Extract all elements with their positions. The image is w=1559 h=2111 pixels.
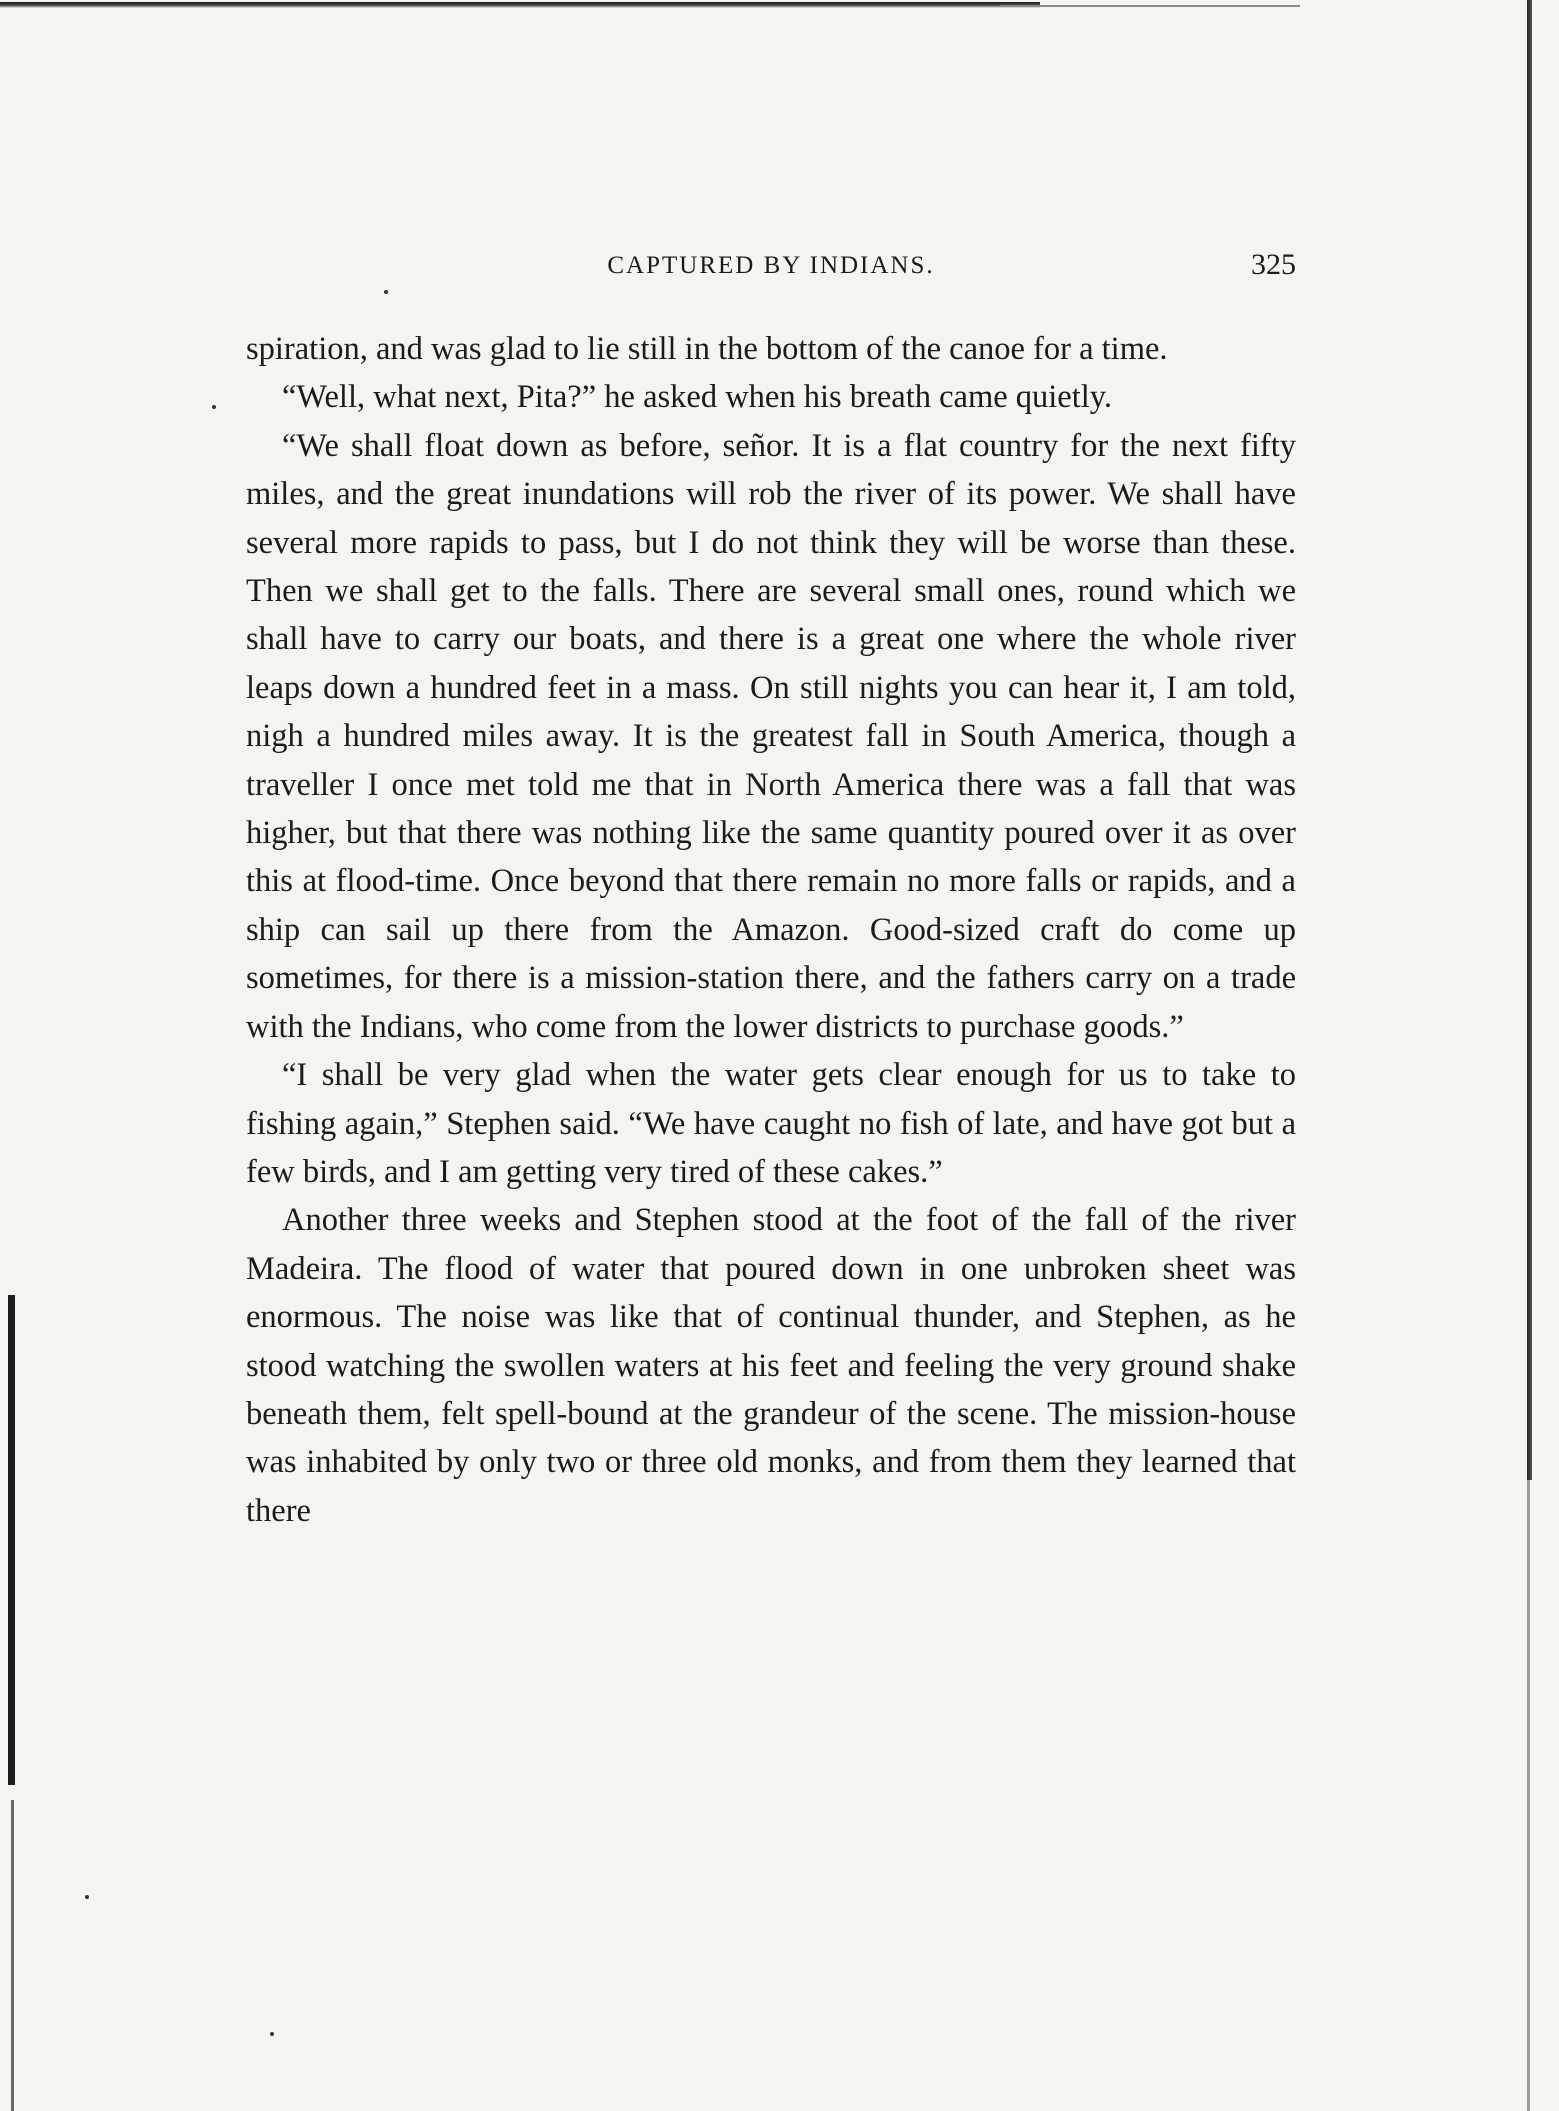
scan-speck xyxy=(212,405,216,409)
paragraph: “Well, what next, Pita?” he asked when his breath came quietly. xyxy=(282,379,1113,416)
body-text xyxy=(246,325,1296,1535)
running-head xyxy=(246,248,1296,288)
scan-right-edge xyxy=(1527,0,1532,1480)
scan-speck xyxy=(85,1895,89,1899)
scan-speck xyxy=(270,2032,274,2036)
scan-left-edge-lower xyxy=(11,1800,14,2111)
scan-right-edge-lower xyxy=(1527,1480,1530,2111)
paragraph: “We shall float down as before, señor. It is a flat country for the next fifty miles, and the great inundations will rob the river of its power. We shall have several more rapids to pass, but I do not think they will be worse than these. Then we shall get to the falls. There are several small ones, round which we shall have to carry our boats, and there is a great one where the whole river leaps down a hundred feet in a mass. On still nights you can hear it, I am told, nigh a hundred miles away. It is the greatest fall in South America, though a traveller I once met told me that in North America there was a fall that was higher, but that there was nothing like the same quantity poured over it as over this at flood-time. Once beyond that there remain no more falls or rapids, and a ship can sail up there from the Amazon. Good-sized craft do come up sometimes, for there is a mission-station there, and the fathers carry on a trade with the Indians, who come from the lower districts to purchase goods.” xyxy=(246,427,1296,1045)
page-number: 325 xyxy=(1251,248,1296,281)
paragraph: “I shall be very glad when the water gets clear enough for us to take to fishing again,” Stephen said. “We have caught no fish of late, and have got but a few birds, and I am getting very tired of these cakes.” xyxy=(246,1057,1296,1190)
paragraph: Another three weeks and Stephen stood at the foot of the fall of the river Madeira. The flood of water that poured down in one unbroken sheet was enormous. The noise was like that of continual thunder, and Stephen, as he stood watching the swollen waters at his feet and feeling the very ground shake beneath them, felt spell-bound at the grandeur of the scene. The mission-house was inhabited by only two or three old monks, and from them they learned that there xyxy=(246,1202,1296,1529)
scan-speck xyxy=(384,290,388,294)
scan-top-border-thin xyxy=(1000,5,1300,7)
scan-left-edge xyxy=(8,1295,15,1785)
paragraph: spiration, and was glad to lie still in the bottom of the canoe for a time. xyxy=(246,331,1168,367)
scan-top-border xyxy=(0,2,1040,8)
running-title: CAPTURED BY INDIANS. xyxy=(607,252,935,279)
